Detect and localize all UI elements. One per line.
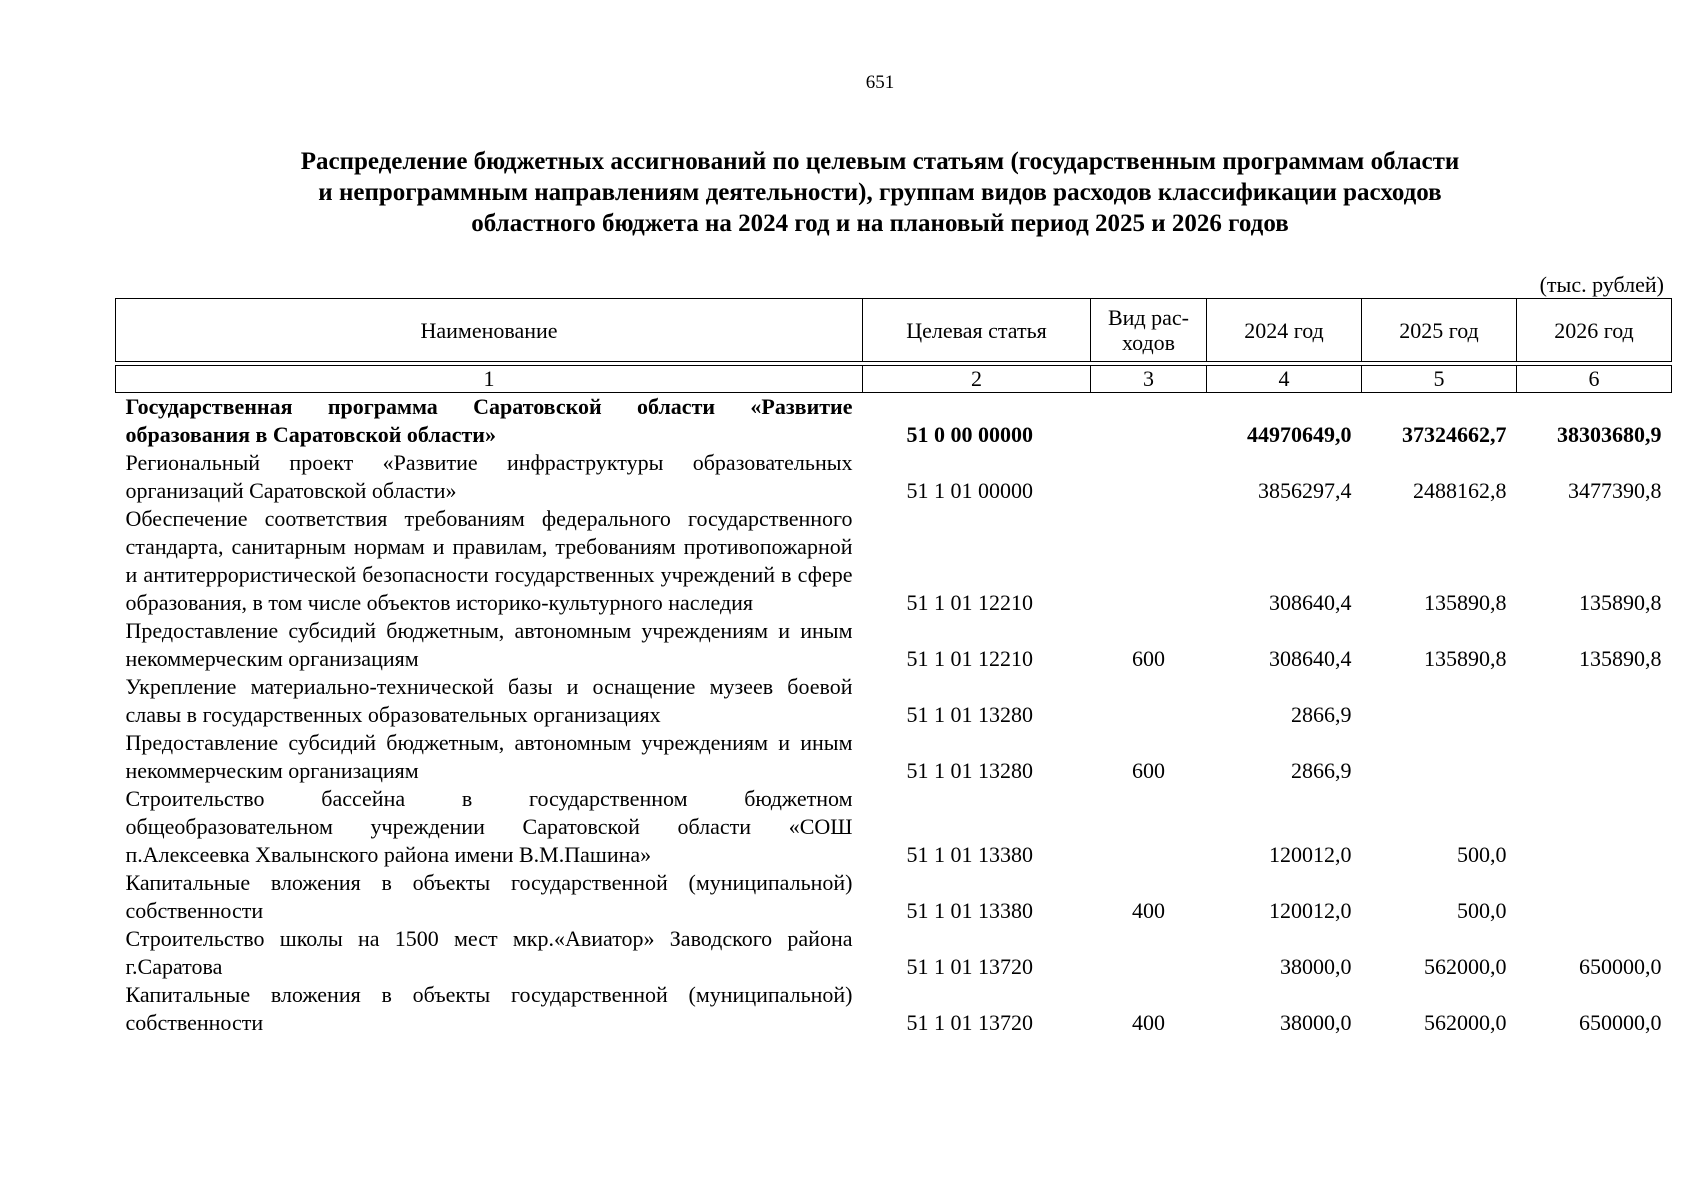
row-name: Предоставление субсидий бюджетным, автономным учреждениям и иным некоммерческим организациям <box>125 618 853 671</box>
header-2026: 2026 год <box>1517 299 1672 362</box>
row-expense-type <box>1091 925 1207 981</box>
row-name: Строительство бассейна в государственном бюджетном общеобразовательном учреждении Саратовской области «СОШ п.Алексеевка Хвалынского района имени В.М.Пашина» <box>125 786 853 867</box>
row-value-2026: 3477390,8 <box>1568 478 1662 503</box>
header-2024: 2024 год <box>1207 299 1362 362</box>
row-name: Государственная программа Саратовской области «Развитие образования в Саратовской области» <box>125 394 853 447</box>
column-number: 1 <box>116 366 863 393</box>
row-value-2025: 135890,8 <box>1424 590 1507 615</box>
header-code: Целевая статья <box>863 299 1091 362</box>
row-value-2026 <box>1517 785 1672 869</box>
row-value-2025 <box>1362 673 1517 729</box>
header-expense-type-line: Вид рас- ходов <box>1108 305 1189 355</box>
table-row <box>116 729 1672 785</box>
row-target-article: 51 1 01 13380 <box>906 842 1033 867</box>
table-body <box>116 393 1672 1038</box>
row-expense-type: 600 <box>1132 646 1165 671</box>
row-expense-type: 400 <box>1132 1010 1165 1035</box>
table-row <box>116 673 1672 729</box>
row-expense-type <box>1091 449 1207 505</box>
row-name: Предоставление субсидий бюджетным, автономным учреждениям и иным некоммерческим организациям <box>125 730 853 783</box>
row-target-article: 51 1 01 13380 <box>906 898 1033 923</box>
page-number: 651 <box>865 72 895 93</box>
row-value-2026: 650000,0 <box>1579 954 1662 979</box>
budget-table <box>115 298 1672 1037</box>
row-value-2025: 37324662,7 <box>1402 422 1507 447</box>
table-row <box>116 869 1672 925</box>
table-row <box>116 449 1672 505</box>
row-value-2026: 650000,0 <box>1579 1010 1662 1035</box>
table-row <box>116 785 1672 869</box>
header-name: Наименование <box>116 299 863 362</box>
row-value-2024: 308640,4 <box>1269 646 1352 671</box>
row-value-2025: 500,0 <box>1457 898 1507 923</box>
row-value-2026 <box>1517 729 1672 785</box>
row-value-2026 <box>1517 673 1672 729</box>
row-value-2026: 135890,8 <box>1579 646 1662 671</box>
header-2025: 2025 год <box>1362 299 1517 362</box>
column-number: 6 <box>1517 366 1672 393</box>
row-value-2025: 500,0 <box>1457 842 1507 867</box>
row-name: Региональный проект «Развитие инфраструктуры образовательных организаций Саратовской области» <box>125 450 853 503</box>
column-number: 3 <box>1091 366 1207 393</box>
row-value-2024: 120012,0 <box>1269 842 1352 867</box>
column-number-row <box>116 362 1672 393</box>
row-value-2026: 135890,8 <box>1579 590 1662 615</box>
row-expense-type <box>1091 673 1207 729</box>
table-header <box>116 299 1672 362</box>
title-line: областного бюджета на 2024 год и на плановый период 2025 и 2026 годов <box>471 210 1289 237</box>
row-expense-type: 600 <box>1132 758 1165 783</box>
row-value-2025 <box>1362 729 1517 785</box>
row-value-2024: 3856297,4 <box>1258 478 1352 503</box>
row-expense-type <box>1091 393 1207 450</box>
column-number: 4 <box>1207 366 1362 393</box>
row-name: Капитальные вложения в объекты государственной (муниципальной) собственности <box>125 982 853 1035</box>
row-name: Обеспечение соответствия требованиям федерального государственного стандарта, санитарным нормам и правилам, требованиям противопожарной и антитеррористической безопасности государственных учреждений в сфере образования, в том числе объектов историко-культурного наследия <box>125 506 853 615</box>
row-name: Строительство школы на 1500 мест мкр.«Авиатор» Заводского района г.Саратова <box>125 926 853 979</box>
document-title <box>120 146 1640 239</box>
table-row <box>116 981 1672 1037</box>
table-row <box>116 393 1672 450</box>
row-target-article: 51 1 01 13720 <box>906 1010 1033 1035</box>
row-target-article: 51 1 01 13280 <box>906 702 1033 727</box>
table-row <box>116 617 1672 673</box>
title-line: и непрограммным направлениям деятельности), группам видов расходов классификации расходов <box>318 179 1442 206</box>
row-value-2025: 2488162,8 <box>1413 478 1507 503</box>
row-value-2025: 135890,8 <box>1424 646 1507 671</box>
table-row <box>116 505 1672 617</box>
row-value-2024: 38000,0 <box>1280 1010 1352 1035</box>
row-value-2024: 44970649,0 <box>1247 422 1352 447</box>
row-value-2026 <box>1517 869 1672 925</box>
row-target-article: 51 1 01 12210 <box>906 590 1033 615</box>
units-label: (тыс. рублей) <box>1539 272 1664 297</box>
row-value-2024: 308640,4 <box>1269 590 1352 615</box>
header-expense-type <box>1091 299 1207 362</box>
row-target-article: 51 1 01 12210 <box>906 646 1033 671</box>
table-row <box>116 925 1672 981</box>
row-value-2025: 562000,0 <box>1424 1010 1507 1035</box>
row-expense-type: 400 <box>1132 898 1165 923</box>
column-number: 5 <box>1362 366 1517 393</box>
row-value-2024: 2866,9 <box>1291 702 1352 727</box>
row-name: Капитальные вложения в объекты государственной (муниципальной) собственности <box>125 870 853 923</box>
row-value-2025: 562000,0 <box>1424 954 1507 979</box>
row-expense-type <box>1091 785 1207 869</box>
row-target-article: 51 1 01 00000 <box>906 478 1033 503</box>
row-value-2026: 38303680,9 <box>1557 422 1662 447</box>
row-target-article: 51 0 00 00000 <box>906 422 1033 447</box>
row-target-article: 51 1 01 13720 <box>906 954 1033 979</box>
title-line: Распределение бюджетных ассигнований по целевым статьям (государственным программам области <box>300 148 1460 175</box>
row-name: Укрепление материально-технической базы и оснащение музеев боевой славы в государственных образовательных организациях <box>125 674 853 727</box>
row-target-article: 51 1 01 13280 <box>906 758 1033 783</box>
column-number: 2 <box>863 366 1091 393</box>
row-expense-type <box>1091 505 1207 617</box>
row-value-2024: 38000,0 <box>1280 954 1352 979</box>
row-value-2024: 2866,9 <box>1291 758 1352 783</box>
row-value-2024: 120012,0 <box>1269 898 1352 923</box>
